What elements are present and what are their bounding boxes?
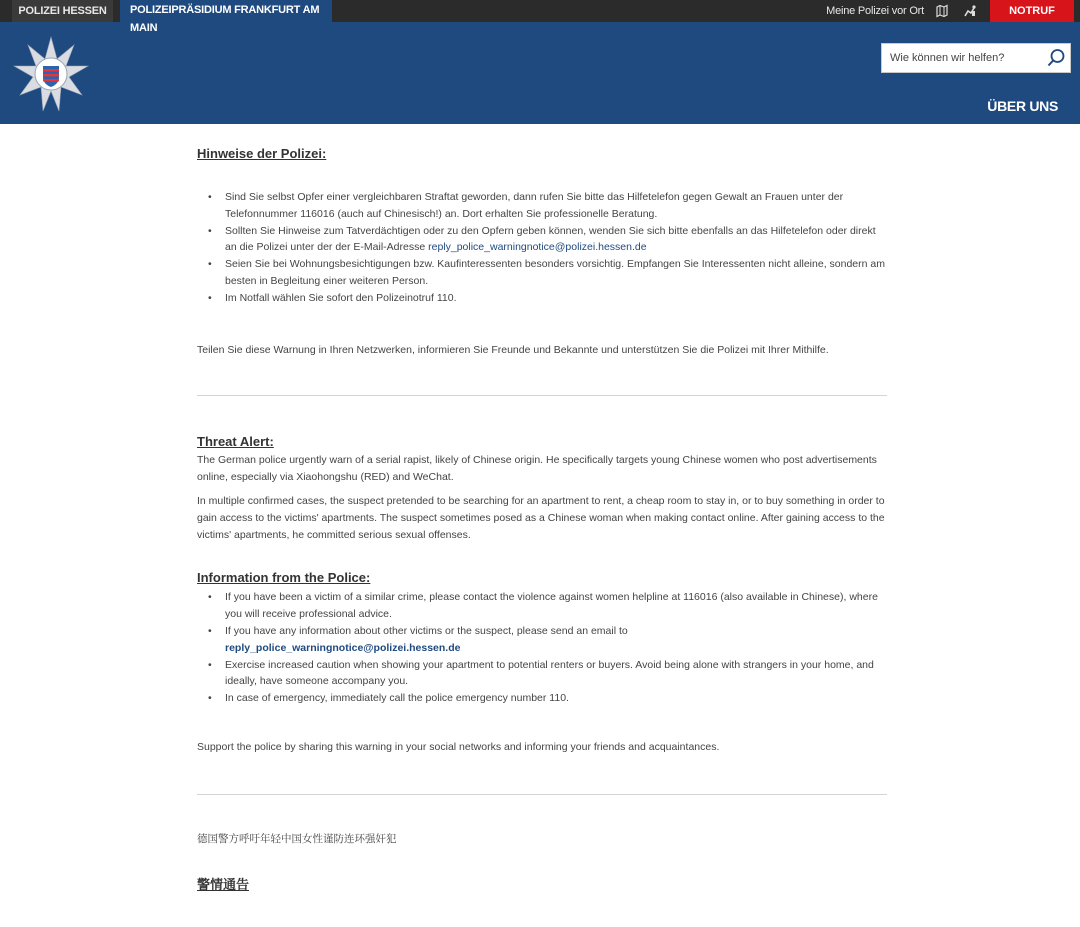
english-bullet-list (197, 589, 887, 707)
chinese-heading: 警情通告 (197, 877, 250, 893)
german-bullet-list (197, 189, 887, 307)
list-item: • If you have been a victim of a similar crime, please contact the violence against women helpline at 116016 (also available in Chinese), where you will receive professional advice. (225, 589, 887, 623)
location-map-icon[interactable] (934, 3, 950, 19)
list-item-text: Sollten Sie Hinweise zum Tatverdächtigen oder zu den Opfern geben können, wenden Sie sich bitte ebenfalls an das Hilfetelefon oder direkt an die Polizei unter der der E-Mail-Adresse (225, 224, 876, 254)
list-item: • Exercise increased caution when showing your apartment to potential renters or buyers. Avoid being alone with strangers in your home, and ideally, have someone accompany you. (225, 657, 887, 691)
meine-polizei-link[interactable]: Meine Polizei vor Ort (826, 5, 924, 17)
list-item: • In case of emergency, immediately call the police emergency number 110. (225, 690, 887, 707)
list-item-text: If you have any information about other victims or the suspect, please send an email to (225, 624, 628, 637)
search-box (881, 43, 1071, 73)
german-share-text: Teilen Sie diese Warnung in Ihren Netzwerken, informieren Sie Freunde und Bekannte und unterstützen Sie die Polizei mit Ihrer Mithilfe. (197, 343, 829, 356)
list-item (225, 623, 887, 657)
list-item: • Seien Sie bei Wohnungsbesichtigungen bzw. Kaufinteressenten besonders vorsichtig. Empfangen Sie Interessenten nicht alleine, sondern am besten in Begleitung einer weiteren Person. (225, 256, 887, 290)
email-link[interactable]: reply_police_warningnotice@polizei.hessen.de (225, 641, 461, 654)
list-item: • Sind Sie selbst Opfer einer vergleichbaren Straftat geworden, dann rufen Sie bitte das Hilfetelefon gegen Gewalt an Frauen unter der Telefonnummer 116016 (auch auf Chinesisch!) an. Dort erhalten Sie professionelle Beratung. (225, 189, 887, 223)
tab-polizeipraesidium[interactable]: POLIZEIPRÄSIDIUM FRANKFURT AM MAIN (120, 0, 332, 38)
english-share-text: Support the police by sharing this warning in your social networks and informing your friends and acquaintances. (197, 740, 720, 753)
tab-polizei-hessen[interactable]: POLIZEI HESSEN (12, 0, 113, 22)
info-heading: Information from the Police: (197, 570, 371, 586)
main-content (197, 124, 887, 893)
chinese-subtitle: 德国警方呼吁年轻中国女性谨防连环强奸犯 (197, 832, 397, 845)
list-item (225, 223, 887, 257)
threat-paragraph-2: In multiple confirmed cases, the suspect pretended to be searching for an apartment to rent, a cheap room to stay in, or to buy something in order to gain access to the victims' apartments. The suspect sometimes posed as a Chinese woman when making contact online. After gaining access to the victims' apartments, he committed serious sexual offenses. (197, 494, 885, 541)
accessibility-icon[interactable] (962, 3, 978, 19)
emergency-button[interactable]: NOTRUF (990, 0, 1074, 22)
threat-paragraph-1: The German police urgently warn of a serial rapist, likely of Chinese origin. He specifically targets young Chinese women who post advertisements online, especially via Xiaohongshu (RED) and WeChat. (197, 454, 877, 484)
search-icon[interactable] (1046, 48, 1066, 68)
threat-heading: Threat Alert: (197, 434, 274, 450)
nav-about-us[interactable]: ÜBER UNS (987, 98, 1058, 114)
top-bar-right (826, 0, 1080, 22)
search-input[interactable] (882, 44, 1050, 72)
email-link[interactable]: reply_police_warningnotice@polizei.hessen.de (428, 241, 647, 254)
list-item: • Im Notfall wählen Sie sofort den Polizeinotruf 110. (225, 290, 887, 307)
police-star-logo[interactable] (12, 35, 90, 113)
german-heading: Hinweise der Polizei: (197, 146, 327, 161)
